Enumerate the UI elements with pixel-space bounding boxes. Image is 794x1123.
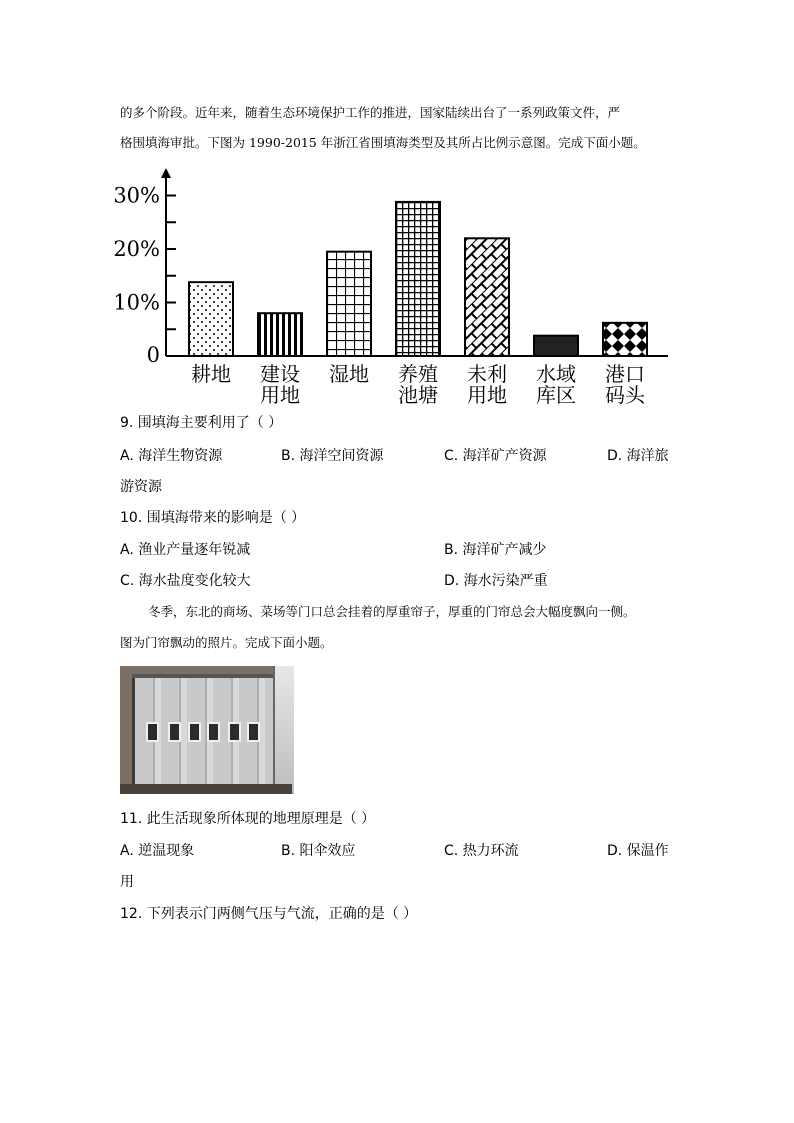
x-tick-label: 库区: [536, 383, 576, 407]
y-tick-label: 30%: [113, 183, 160, 208]
q10-option-a[interactable]: A. 渔业产量逐年锐减: [120, 542, 251, 558]
q11-option-a[interactable]: A. 逆温现象: [120, 843, 195, 859]
q11-option-d-cont: 用: [120, 874, 134, 890]
y-tick-label: 20%: [113, 237, 160, 261]
x-tick-label: 养殖: [398, 362, 438, 386]
door-curtain-photo: [120, 666, 292, 794]
bar: [258, 313, 302, 356]
q10-option-d[interactable]: D. 海水污染严重: [444, 573, 548, 589]
x-tick-label: 耕地: [191, 362, 231, 386]
intro-line-1: 的多个阶段。近年来，随着生态环境保护工作的推进，国家陆续出台了一系列政策文件，严: [120, 105, 621, 120]
x-tick-label: 池塘: [398, 383, 438, 407]
q9-stem: 9. 围填海主要利用了（ ）: [120, 415, 283, 431]
q9-option-a[interactable]: A. 海洋生物资源: [120, 448, 223, 464]
q11-option-b[interactable]: B. 阳伞效应: [281, 843, 356, 859]
passage2-line-2: 图为门帘飘动的照片。完成下面小题。: [120, 635, 333, 650]
x-tick-label: 码头: [605, 383, 645, 407]
x-tick-label: 用地: [467, 383, 507, 407]
q10-option-b[interactable]: B. 海洋矿产减少: [444, 542, 547, 558]
reclamation-bar-chart: [113, 160, 680, 412]
q9-option-d-cont: 游资源: [120, 479, 162, 495]
q9-option-c[interactable]: C. 海洋矿产资源: [444, 448, 547, 464]
x-tick-label: 港口: [605, 362, 645, 386]
q10-option-c[interactable]: C. 海水盐度变化较大: [120, 573, 251, 589]
q11-option-d[interactable]: D. 保温作: [607, 843, 669, 859]
x-tick-label: 湿地: [329, 362, 369, 386]
bar: [534, 336, 578, 356]
x-tick-label: 水域: [536, 362, 576, 386]
x-tick-label: 建设: [260, 362, 300, 386]
passage2-line-1: 冬季，东北的商场、菜场等门口总会挂着的厚重帘子，厚重的门帘总会大幅度飘向一侧。: [148, 604, 636, 619]
x-tick-label: 用地: [260, 383, 300, 407]
bar: [465, 238, 509, 356]
q12-stem: 12. 下列表示门两侧气压与气流，正确的是（ ）: [120, 906, 418, 922]
q9-option-b[interactable]: B. 海洋空间资源: [281, 448, 384, 464]
bar: [327, 252, 371, 356]
bar: [396, 202, 440, 356]
x-tick-label: 未利: [467, 362, 507, 386]
y-tick-label: 10%: [113, 290, 160, 315]
q11-option-c[interactable]: C. 热力环流: [444, 843, 519, 859]
y-tick-label: 0: [146, 343, 160, 367]
intro-line-2: 格围填海审批。下图为 1990-2015 年浙江省围填海类型及其所占比例示意图。完成下面小题。: [120, 135, 646, 150]
q10-stem: 10. 围填海带来的影响是（ ）: [120, 510, 306, 526]
q11-stem: 11. 此生活现象所体现的地理原理是（ ）: [120, 811, 376, 827]
q9-option-d[interactable]: D. 海洋旅: [607, 448, 669, 464]
y-axis-arrow: [161, 168, 171, 178]
bar: [189, 282, 233, 356]
bar: [603, 323, 647, 356]
